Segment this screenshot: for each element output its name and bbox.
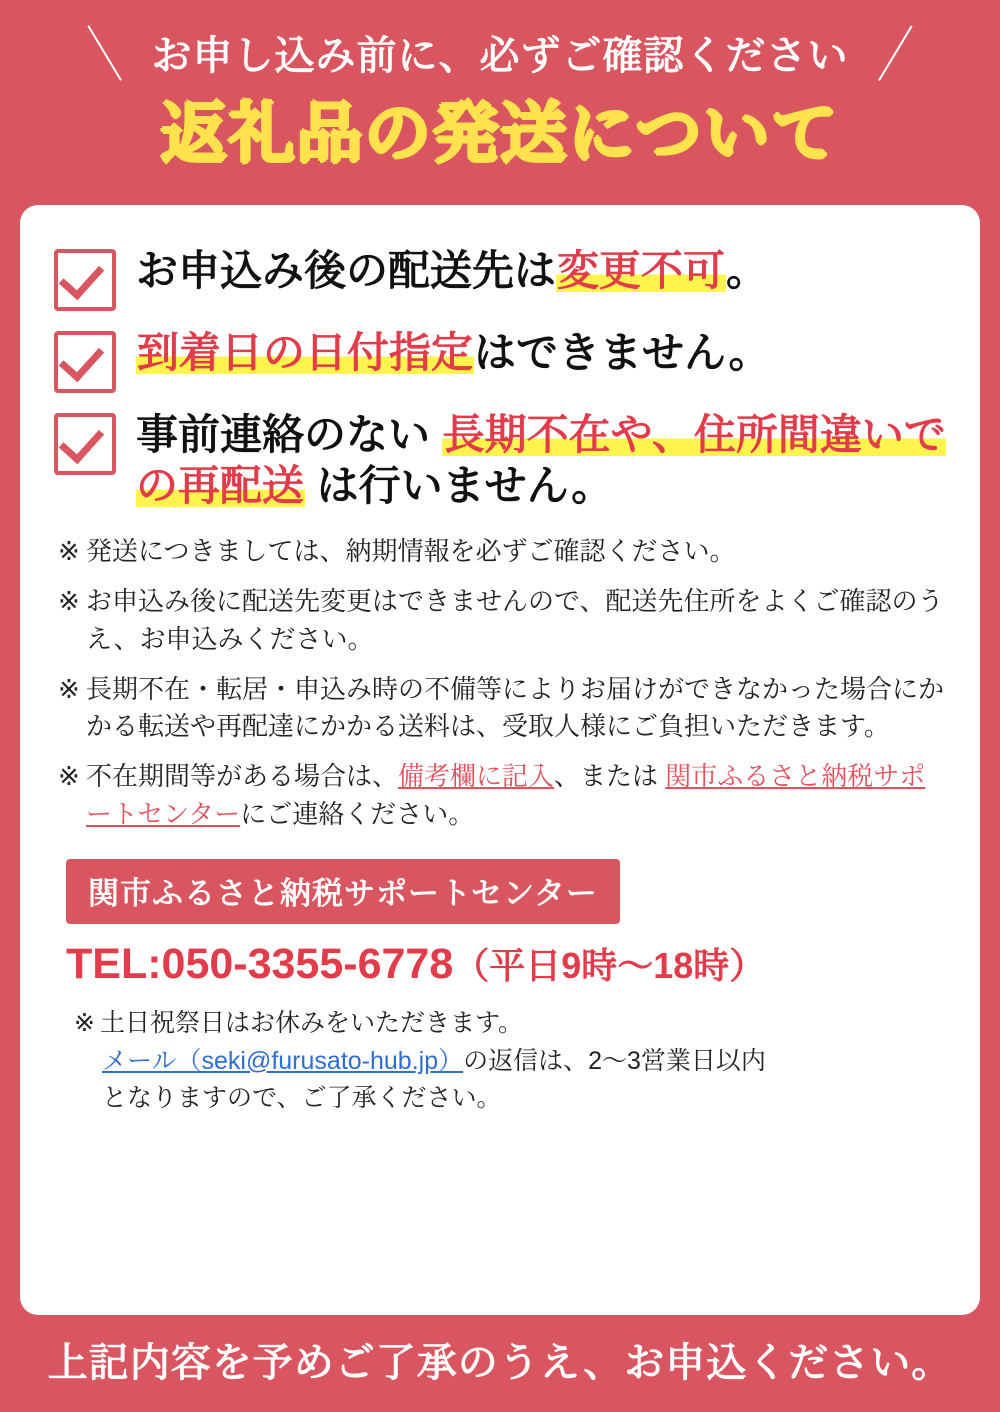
contact-mail-rest-2: となりますので、ご了承ください。 [102,1084,502,1113]
checklist-3-segment-1: 事前連絡のない [136,411,442,458]
contact-note-item [74,1005,946,1043]
checkbox-checked-icon [54,331,116,393]
checklist-1-segment-2: 変更不可 [557,247,726,294]
note-marker: ※ [58,536,80,567]
content-card [20,205,980,1315]
note-marker: ※ [58,760,80,791]
note-item [58,671,946,746]
note-suffix: にご連絡ください。 [240,798,475,829]
checklist [54,245,946,511]
email-link[interactable]: メール（seki@furusato-hub.jp） [102,1046,464,1075]
contact-mail-line [74,1043,946,1081]
footer-text: 上記内容を予めご了承のうえ、お申込ください。 [47,1341,953,1385]
contact-title-badge: 関市ふるさと納税サポートセンター [66,859,620,924]
note-item-with-links [58,758,946,833]
contact-note-marker: ※ [74,1009,95,1038]
checklist-1-segment-1: お申込み後の配送先は [136,247,557,294]
contact-notes [66,1005,946,1118]
support-center-link[interactable]: 関市ふるさと納税サポートセンター [86,760,926,829]
note-marker: ※ [58,673,80,704]
contact-mail-rest: の返信は、2〜3営業日以内 [463,1046,766,1075]
checklist-3-segment-2: 長期不在や、住所間違いでの再配送 [136,411,946,510]
checklist-item-text [136,409,946,511]
note-text: 発送につきましては、納期情報を必ずご確認ください。 [86,536,736,567]
remarks-field-link[interactable]: 備考欄に記入 [398,760,555,791]
checklist-item-text [136,327,771,380]
checklist-item [54,327,946,393]
contact-phone-hours: （平日9時〜18時） [453,945,766,987]
checkbox-checked-icon [54,413,116,475]
contact-block [54,859,946,1118]
header-subtitle-row [0,21,1000,89]
banner-header [0,0,1000,170]
slash-right-decoration: ／ [864,21,928,89]
header-subtitle: お申し込み前に、必ずご確認ください [151,33,849,78]
contact-mail-line-2 [74,1080,946,1118]
note-text: お申込み後に配送先変更はできませんので、配送先住所をよくご確認のうえ、お申込みください。 [86,586,944,654]
contact-note-text: 土日祝祭日はお休みをいただきます。 [100,1009,524,1038]
checklist-item [54,245,946,311]
slash-left-decoration: ＼ [72,21,136,89]
page-title: 返礼品の発送について [160,96,840,170]
contact-phone-line [66,938,946,989]
checkbox-checked-icon [54,249,116,311]
note-item [58,583,946,658]
note-prefix: 不在期間等がある場合は、 [86,760,399,791]
note-text: 長期不在・転居・申込み時の不備等によりお届けができなかった場合にかかる転送や再配達にかかる送料は、受取人様にご負担いただきます。 [86,673,945,742]
note-item [58,533,946,571]
note-middle: 、または [554,760,666,791]
checklist-2-segment-2: はできません。 [474,329,771,376]
checklist-3-segment-3: は行いません。 [305,462,614,510]
note-marker: ※ [58,586,80,617]
checklist-item [54,409,946,511]
checklist-2-segment-1: 到着日の日付指定 [137,329,474,376]
notes-list [54,533,946,833]
checklist-item-text [136,245,768,298]
note-text [86,758,946,833]
contact-phone-number[interactable]: TEL:050-3355-6778 [66,940,454,989]
checklist-1-segment-3: 。 [726,247,769,294]
